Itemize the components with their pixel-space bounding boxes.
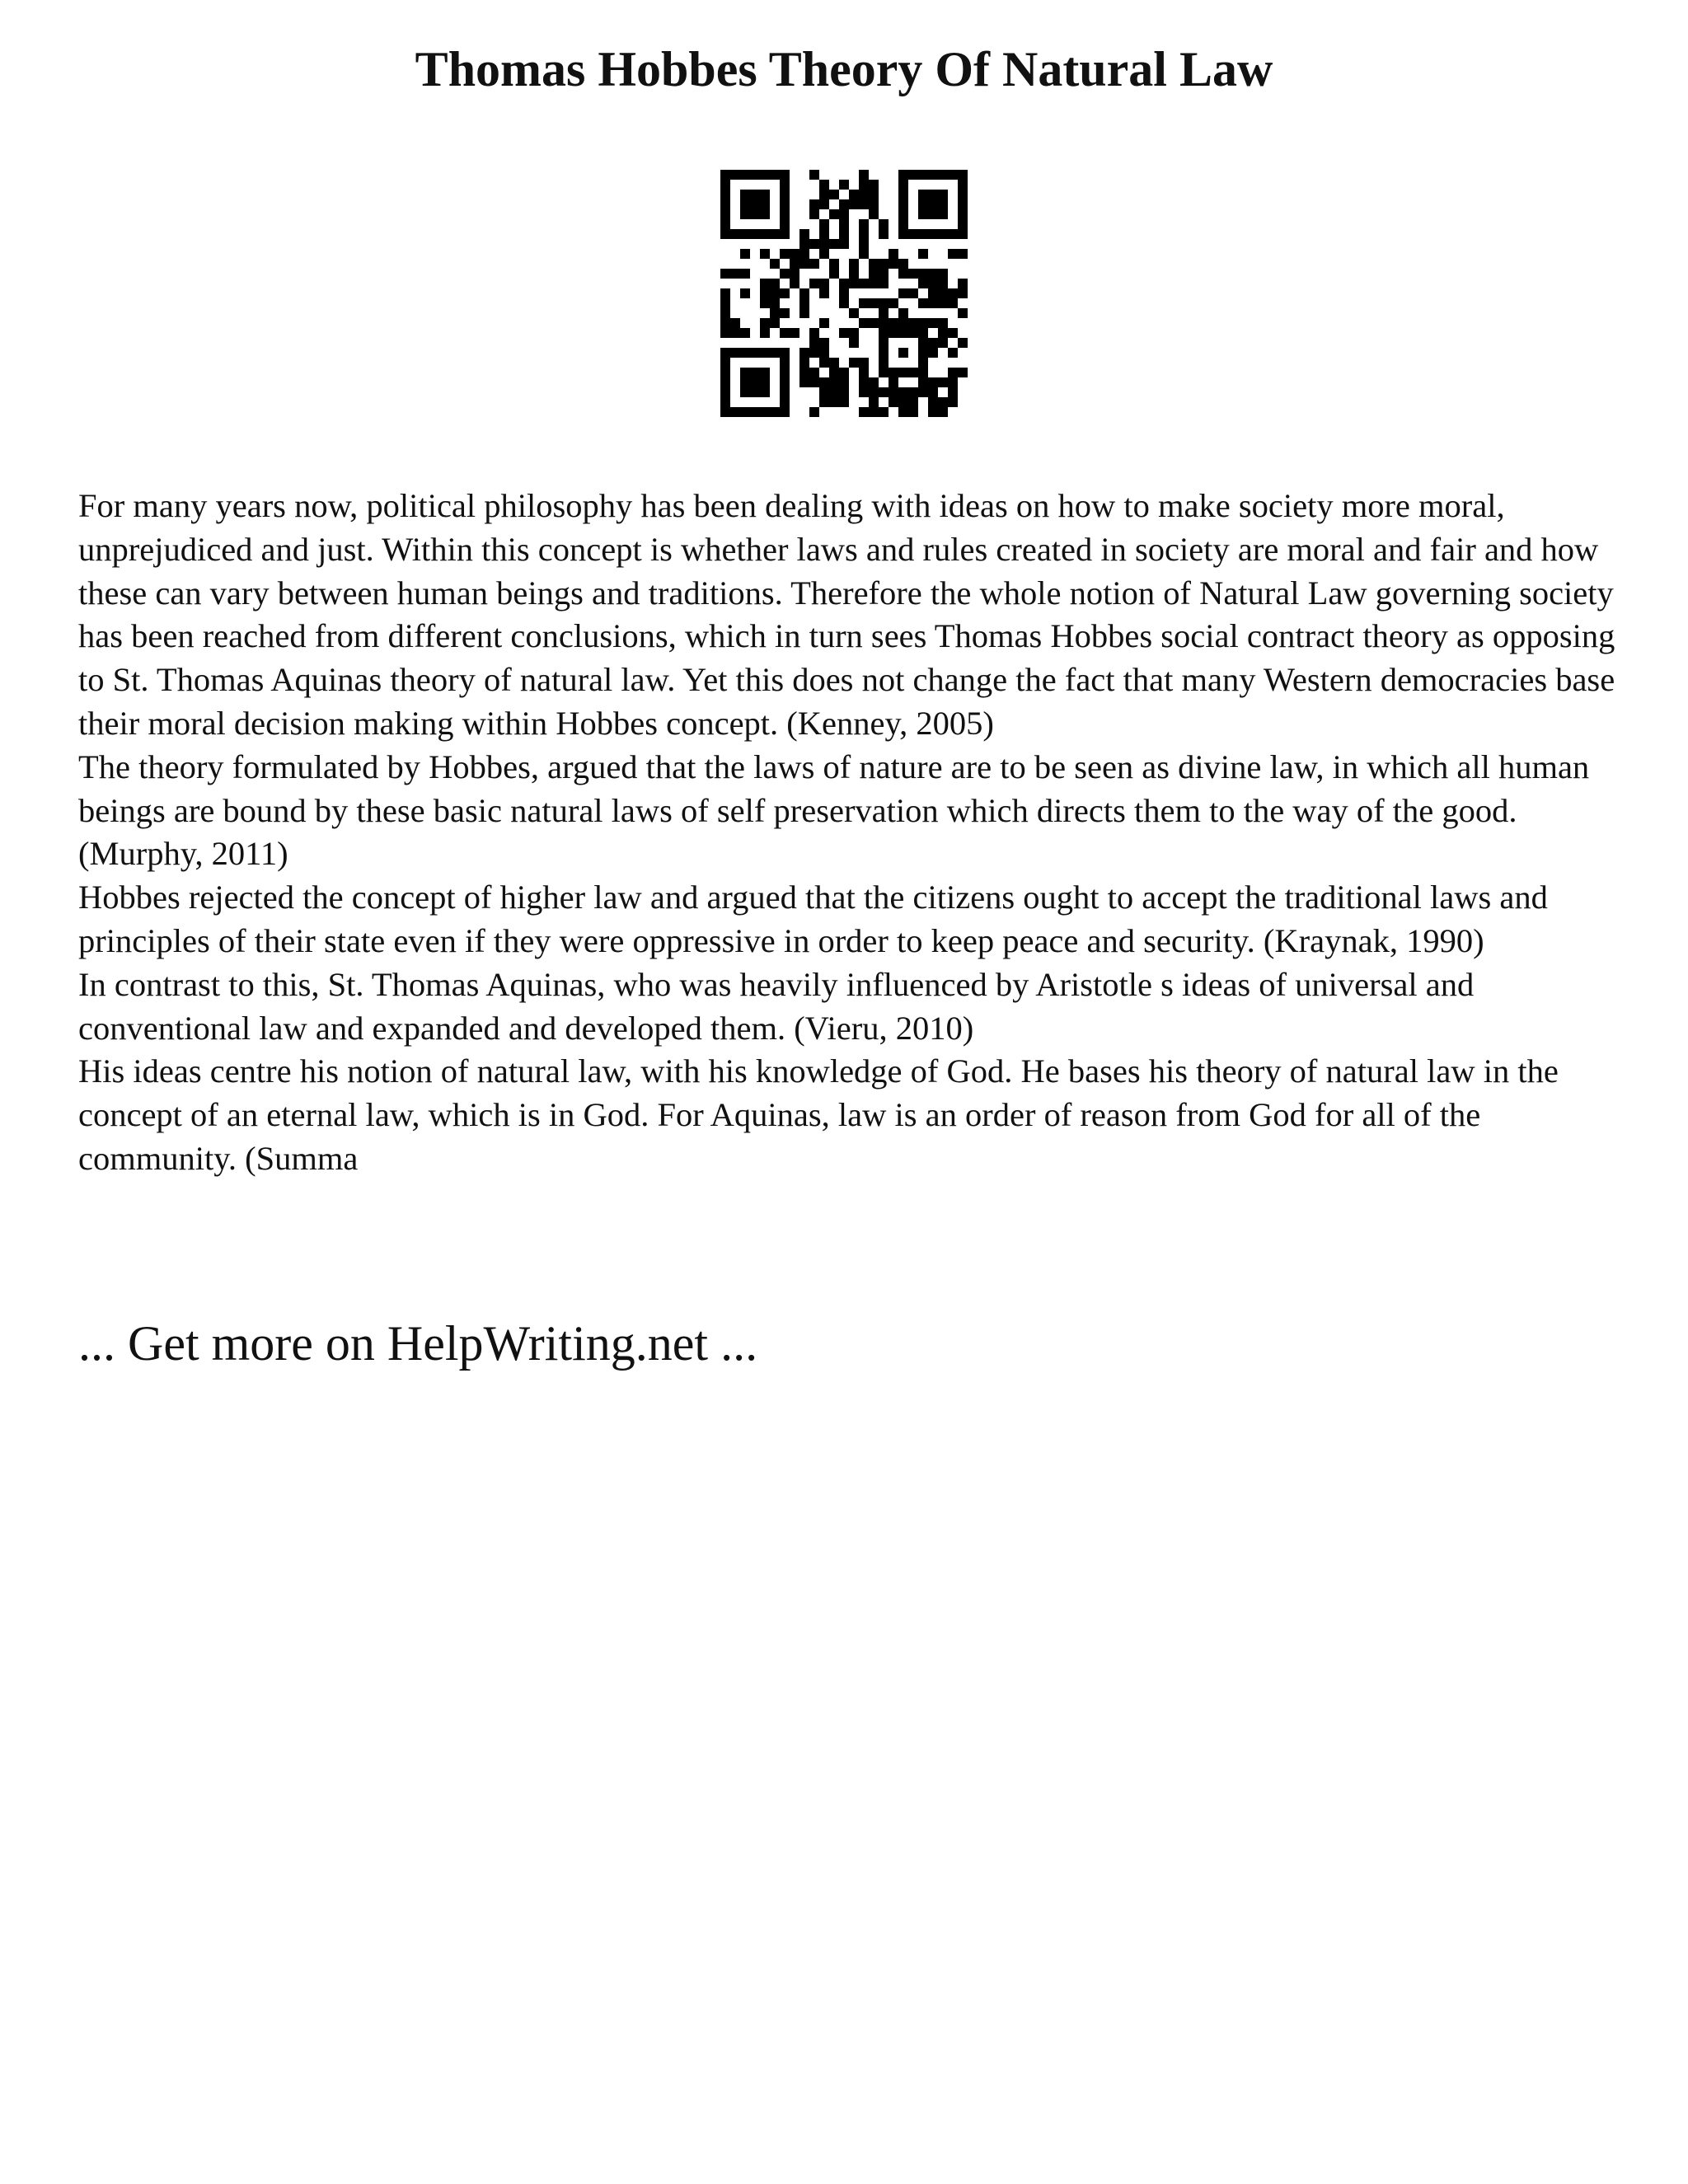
page-title: Thomas Hobbes Theory Of Natural Law [415, 42, 1273, 96]
document-body [78, 485, 1628, 1181]
paragraph: His ideas centre his notion of natural law, with his knowledge of God. He bases his theory of natural law in the concept of an eternal law, which is in God. For Aquinas, law is an order of reason from God for all of the community. (Summa [78, 1052, 1559, 1177]
paragraph: The theory formulated by Hobbes, argued that the laws of nature are to be seen as divine law, in which all human beings are bound by these basic natural laws of self preservation which directs them to the way of the good. (Murphy, 2011) [78, 748, 1590, 873]
qr-code-icon [720, 170, 968, 417]
paragraph: Hobbes rejected the concept of higher law and argued that the citizens ought to accept the traditional laws and principles of their state even if they were oppressive in order to keep peace and security. (Kraynak, 1990) [78, 879, 1548, 959]
paragraph: For many years now, political philosophy has been dealing with ideas on how to make society more moral, unprejudiced and just. Within this concept is whether laws and rules created in society are moral and fair and how these can vary between human beings and traditions. Therefore the whole notion of Natural Law governing society has been reached from different conclusions, which in turn sees Thomas Hobbes social contract theory as opposing to St. Thomas Aquinas theory of natural law. Yet this does not change the fact that many Western democracies base their moral decision making within Hobbes concept. (Kenney, 2005) [78, 487, 1615, 742]
paragraph: In contrast to this, St. Thomas Aquinas, who was heavily influenced by Aristotle s ideas of universal and conventional law and expanded and developed them. (Vieru, 2010) [78, 965, 1475, 1047]
get-more-link[interactable]: ... Get more on HelpWriting.net ... [78, 1316, 758, 1371]
